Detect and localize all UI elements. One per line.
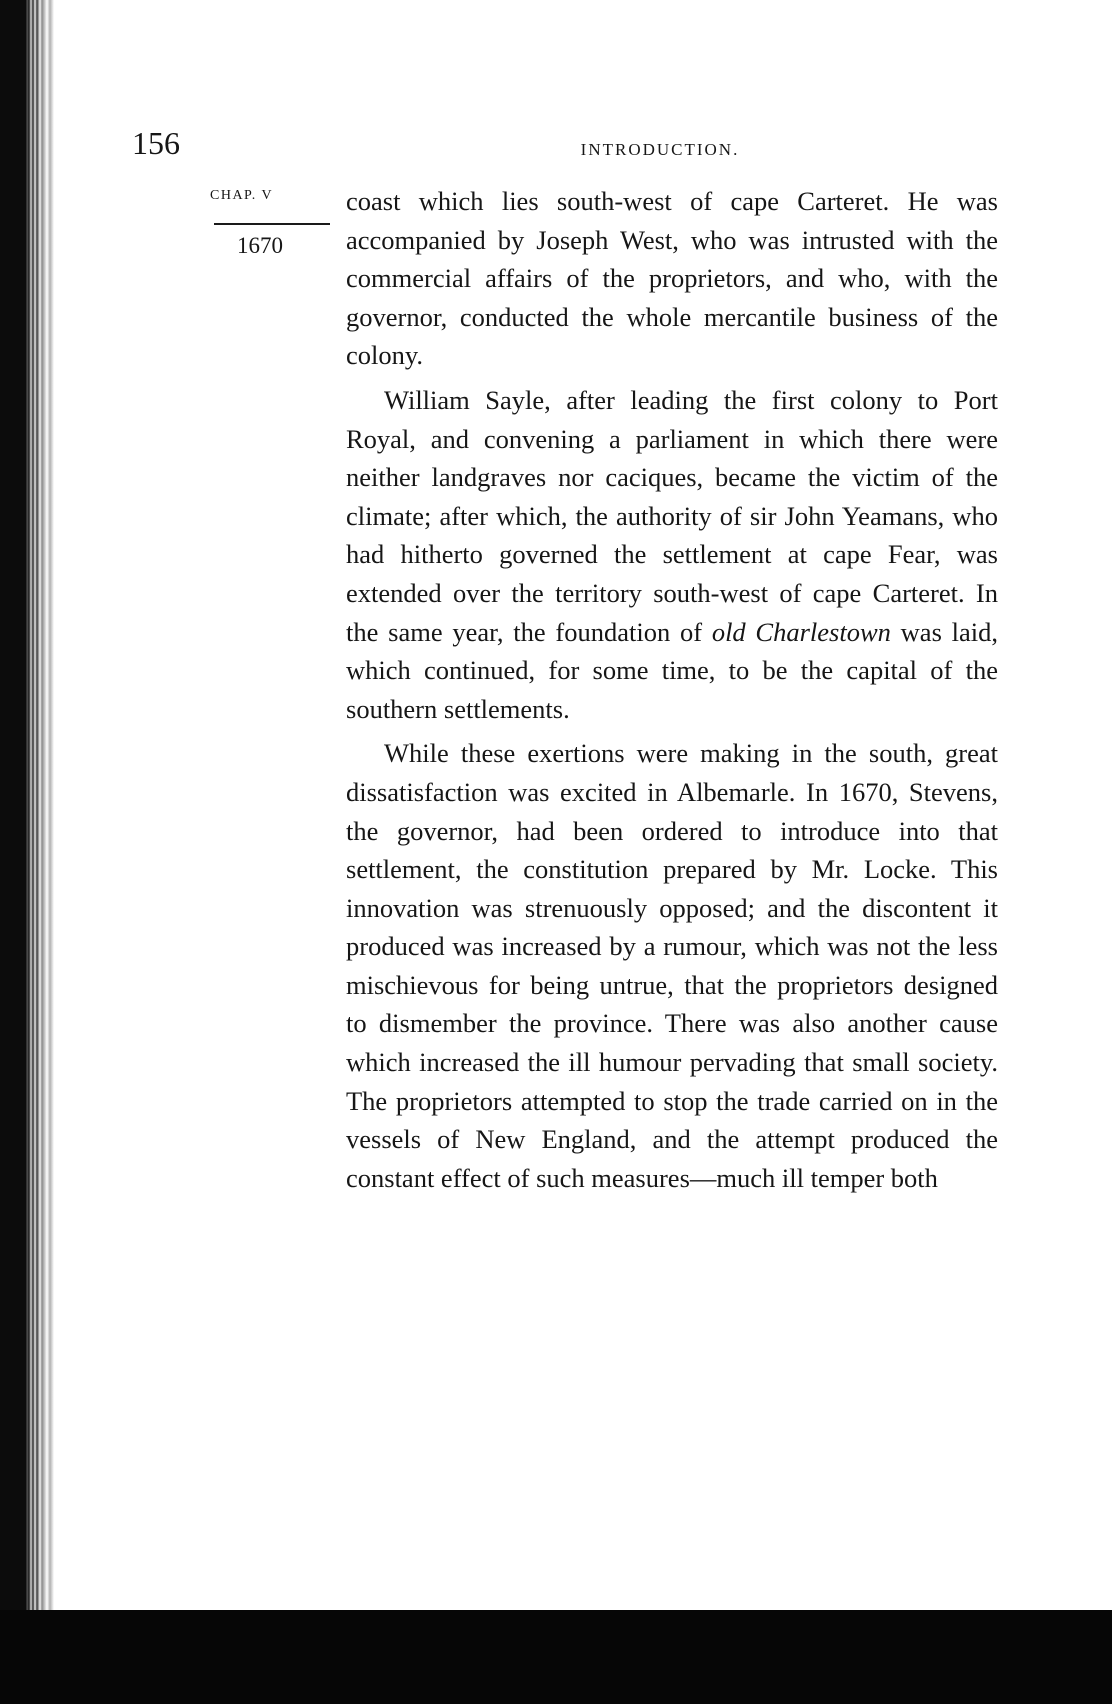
paragraph-2-text-b: was laid, which continued, for some time, to be the capital of the southern settlements. [346, 616, 999, 724]
main-text [346, 182, 998, 1203]
binding-edge [0, 0, 62, 1704]
running-title: INTRODUCTION. [580, 140, 740, 159]
margin-year-note: 1670 [237, 233, 283, 258]
paragraph-3: While these exertions were making in the south, great dissatisfaction was excited in Albemarle. In 1670, Stevens, the governor, had been ordered to introduce into that settlement, the constitution prepared by Mr. Locke. This innovation was strenuously opposed; and the discontent it produced was increased by a rumour, which was not the less mischievous for being untrue, that the proprietors designed to dismember the province. There was also another cause which increased the ill humour pervading that small society. The proprietors attempted to stop the trade carried on in the vessels of New England, and the attempt produced the constant effect of such measures—much ill temper both [346, 738, 998, 1193]
page-number: 156 [132, 125, 180, 161]
paragraph-1: coast which lies south-west of cape Carteret. He was accompanied by Joseph West, who was intrusted with the commercial affairs of the proprietors, and who, with the governor, conducted the whole mercantile business of the colony. [346, 186, 998, 371]
margin-chapter-note: CHAP. V [210, 188, 274, 203]
margin-divider [214, 223, 330, 225]
paragraph-2 [346, 381, 998, 728]
scan-bottom-band [0, 1610, 1112, 1704]
italic-place-name: old Charlestown [711, 616, 891, 647]
paragraph-2-text-a: William Sayle, after leading the first colony to Port Royal, and convening a parliament in which there were neither landgraves nor caciques, became the victim of the climate; after which, the authority of sir John Yeamans, who had hitherto governed the settlement at cape Fear, was extended over the territory south-west of cape Carteret. In the same year, the foundation of [346, 384, 998, 647]
